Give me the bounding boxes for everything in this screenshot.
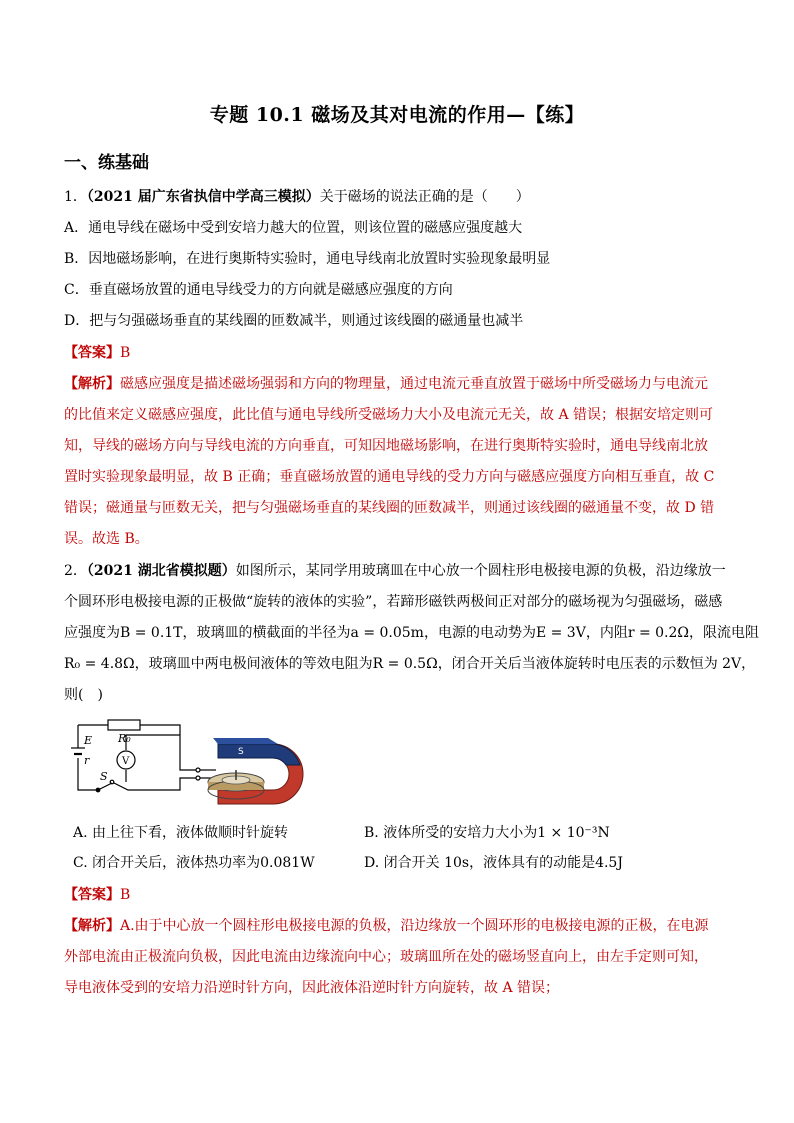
page-title: 专题 10.1 磁场及其对电流的作用—【练】 [209, 104, 585, 126]
label-voltmeter: V [122, 756, 130, 767]
q1-option-d: D．把与匀强磁场垂直的某线圈的匝数减半，则通过该线圈的磁通量也减半 [64, 313, 524, 329]
q2-option-b: B. 液体所受的安培力大小为1 × 10⁻³N [364, 825, 610, 841]
horseshoe-magnet-icon [213, 738, 303, 804]
label-magnet-pole: S [238, 747, 244, 757]
q1-analysis-line-5: 错误；磁通量与匝数无关，把与匀强磁场垂直的某线圈的匝数减半，则通过该线圈的磁通量不变，故 D 错 [64, 500, 715, 516]
q2-option-a: A. 由上往下看，液体做顺时针旋转 [73, 825, 289, 841]
q1-option-a: A．通电导线在磁场中受到安培力越大的位置，则该位置的磁感应强度越大 [64, 220, 523, 236]
q2-stem-line-5: 则( ) [64, 687, 103, 703]
q2-analysis-label: 【解析】 [64, 918, 120, 934]
q1-option-b: B．因地磁场影响，在进行奥斯特实验时，通电导线南北放置时实验现象最明显 [64, 251, 551, 267]
q1-stem-line [64, 186, 530, 206]
q2-analysis-line-2: 外部电流由正极流向负极，因此电流由边缘流向中心；玻璃皿所在处的磁场竖直向上，由左手定则可知， [64, 949, 708, 965]
q2-answer-label: 【答案】 [64, 887, 120, 903]
q2-stem-line-1: 2．（2021 湖北省模拟题）如图所示，某同学用玻璃皿在中心放一个圆柱形电极接电源的负极，沿边缘放一 [64, 563, 726, 579]
q1-analysis-line-4: 置时实验现象最明显，故 B 正确；垂直磁场放置的通电导线的受力方向与磁感应强度方向相互垂直，故 C [64, 469, 715, 485]
q1-number: 1． [64, 189, 87, 205]
q1-analysis-line-6: 误。故选 B。 [64, 531, 149, 547]
label-emf: E [84, 734, 93, 747]
label-switch: S [100, 770, 108, 783]
q2-analysis-line-3: 导电液体受到的安培力沿逆时针方向，因此液体沿逆时针方向旋转，故 A 错误； [64, 980, 560, 996]
label-r0: R₀ [118, 732, 131, 745]
q1-source: （2021 届广东省执信中学高三模拟） [86, 189, 320, 205]
label-internal-resistance: r [84, 754, 90, 767]
q2-number: 2． [64, 563, 87, 579]
q1-answer-label: 【答案】 [64, 345, 120, 361]
q2-stem-line-4: R₀ = 4.8Ω，玻璃皿中两电极间液体的等效电阻为R = 0.5Ω，闭合开关后当液体旋转时电压表的示数恒为 2V， [64, 656, 756, 672]
q1-analysis-line-3: 知，导线的磁场方向与导线电流的方向垂直，可知因地磁场影响，在进行奥斯特实验时，通电导线南北放 [64, 438, 708, 454]
q2-answer: B [120, 887, 131, 903]
q2-option-c: C. 闭合开关后，液体热功率为0.081W [73, 855, 315, 871]
q2-stem-line-3: 应强度为B = 0.1T，玻璃皿的横截面的半径为a = 0.05m，电源的电动势为E = 3V，内阻r = 0.2Ω，限流电阻 [64, 625, 760, 641]
q2-stem-line-2: 个圆环形电极接电源的正极做“旋转的液体的实验”，若蹄形磁铁两极间正对部分的磁场视为匀强磁场，磁感 [64, 594, 723, 610]
q1-analysis-line-1: 【解析】磁感应强度是描述磁场强弱和方向的物理量，通过电流元垂直放置于磁场中所受磁场力与电流元 [64, 376, 708, 392]
circuit-figure [68, 710, 308, 810]
q1-answer-line [64, 342, 130, 362]
q1-stem: 关于磁场的说法正确的是（ ） [319, 189, 530, 205]
q2-source: （2021 湖北省模拟题） [86, 563, 236, 579]
q1-analysis-label: 【解析】 [64, 376, 120, 392]
q2-option-d: D. 闭合开关 10s，液体具有的动能是4.5J [364, 855, 623, 871]
q1-answer: B [120, 345, 131, 361]
q1-option-c: C．垂直磁场放置的通电导线受力的方向就是磁感应强度的方向 [64, 282, 453, 298]
q2-answer-line [64, 884, 130, 904]
section-heading: 一、练基础 [64, 153, 149, 173]
q1-analysis-line-2: 的比值来定义磁感应强度，此比值与通电导线所受磁场力大小及电流元无关，故 A 错误；根据安培定则可 [64, 407, 714, 423]
q2-analysis-line-1: 【解析】A.由于中心放一个圆柱形电极接电源的负极，沿边缘放一个圆环形的电极接电源的正极，在电源 [64, 918, 709, 934]
